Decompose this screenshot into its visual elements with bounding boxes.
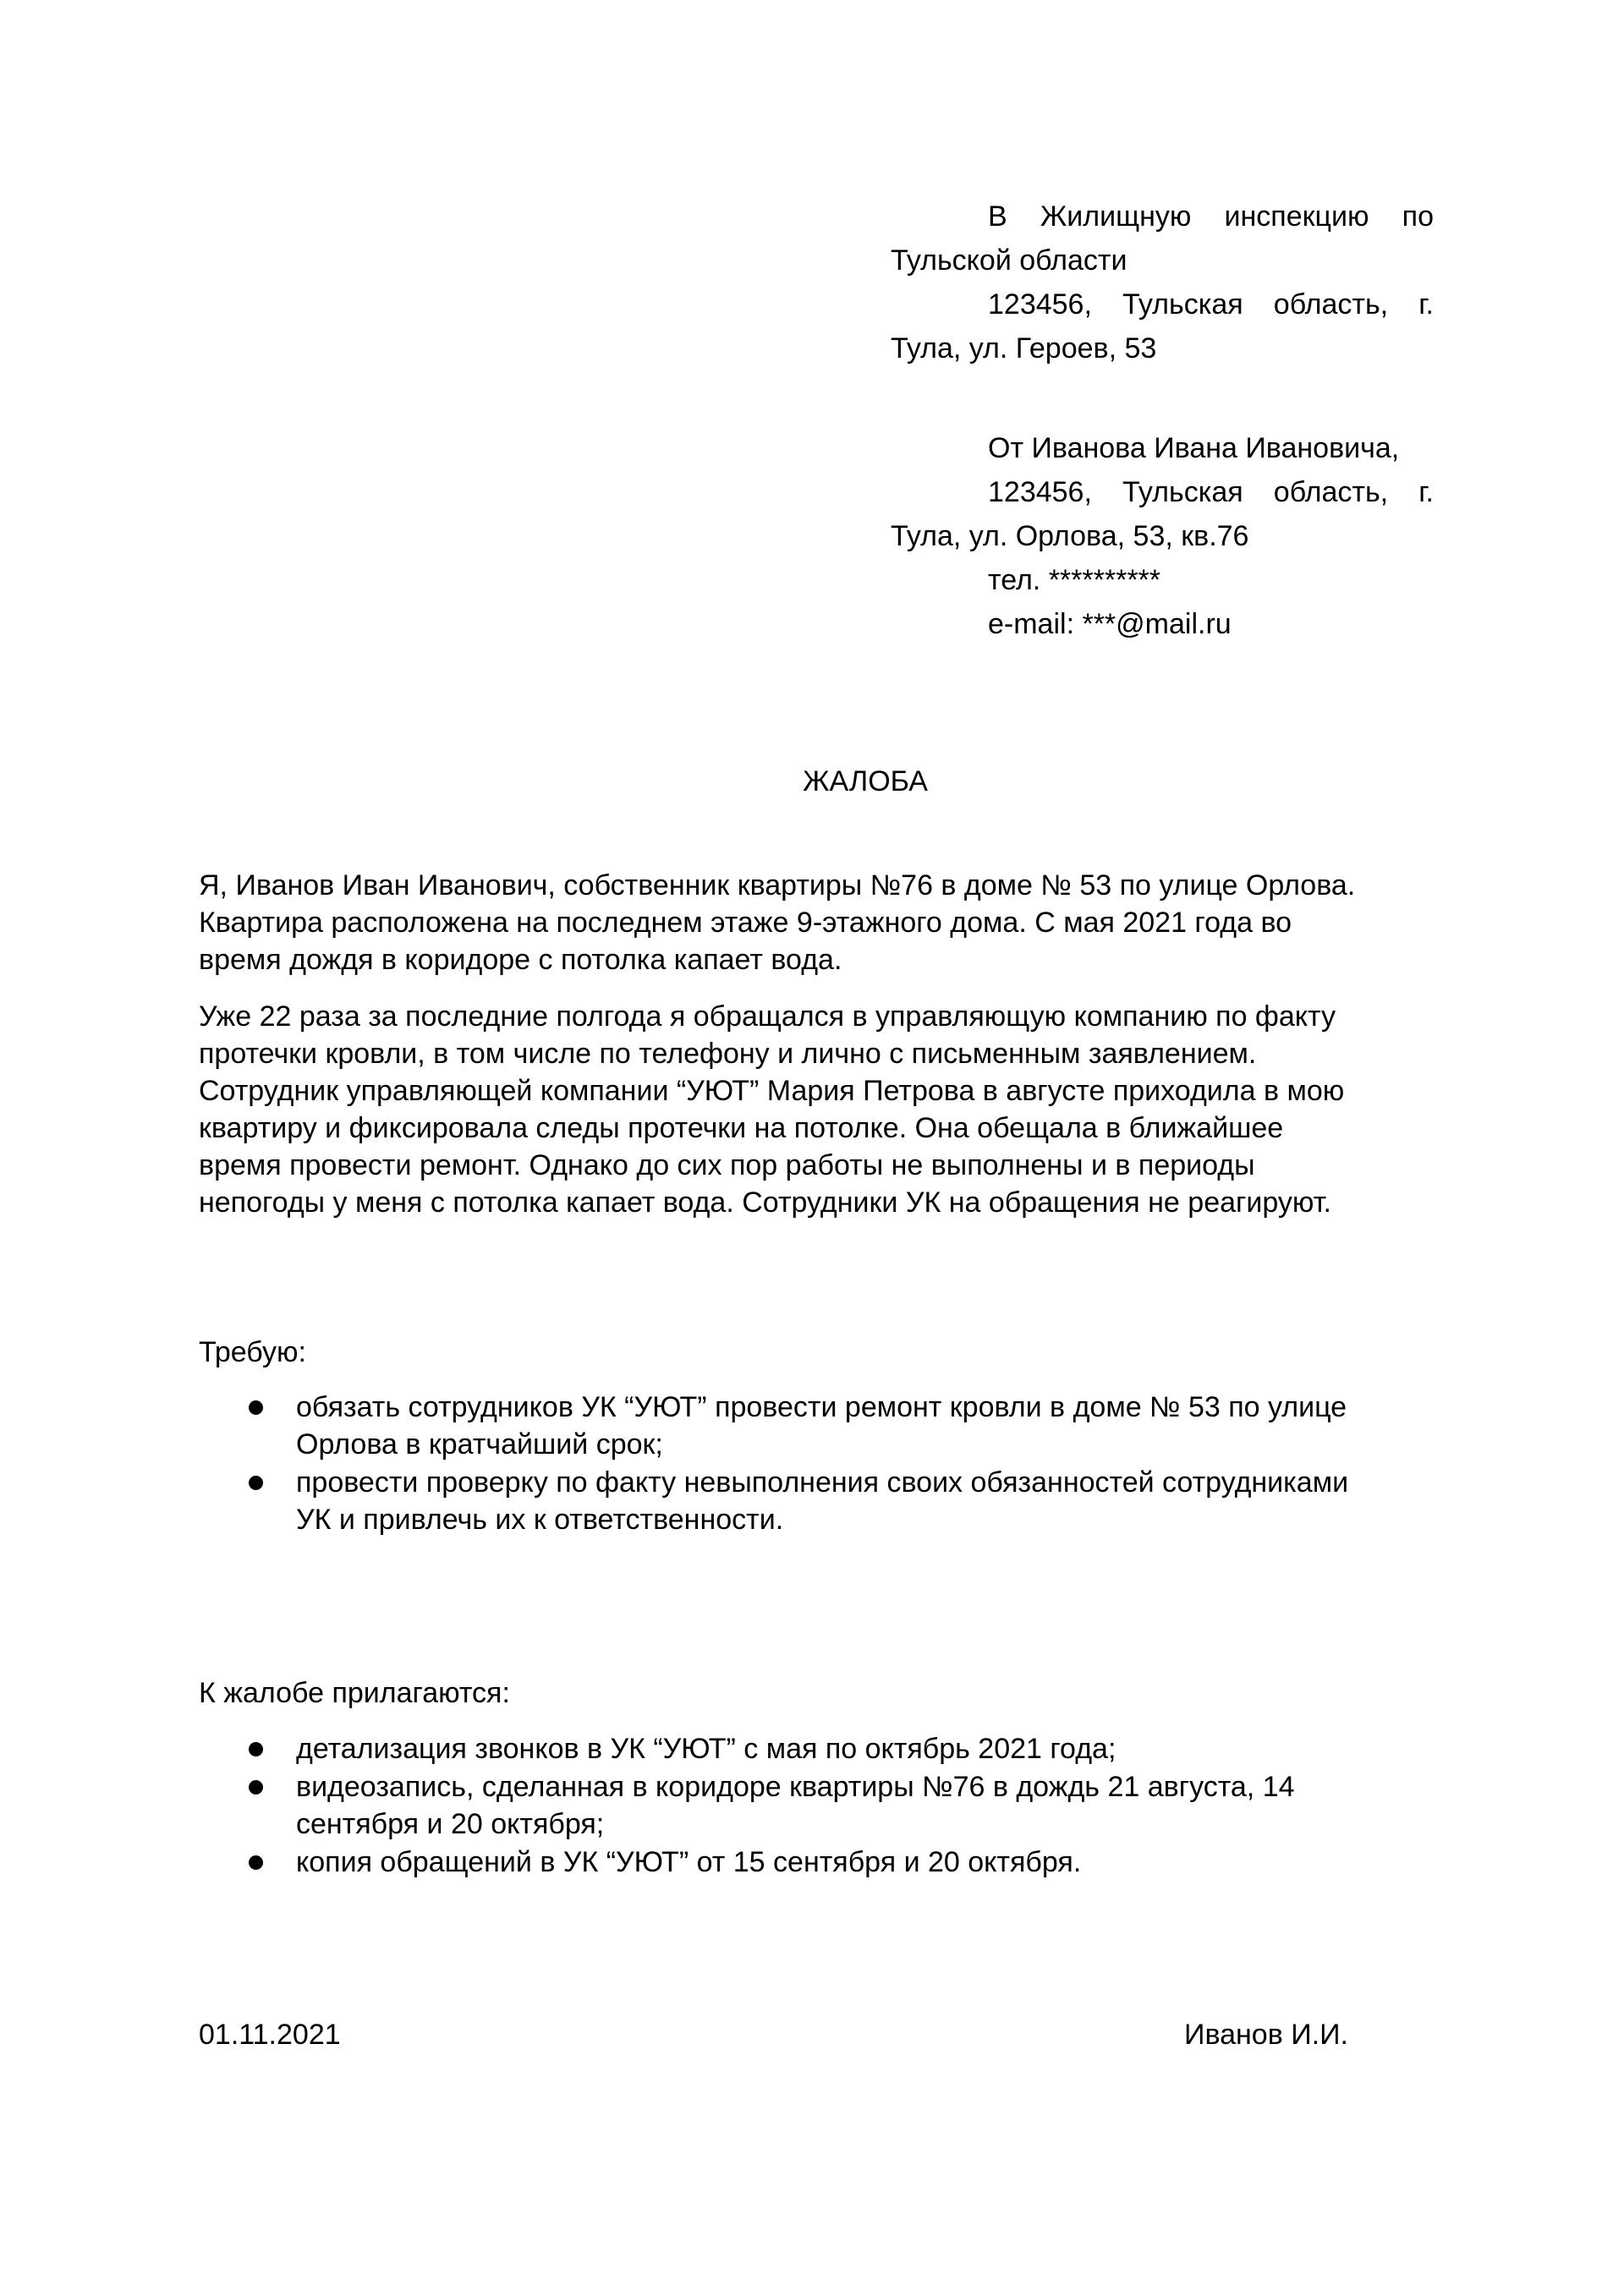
- paragraph-2-line: время провести ремонт. Однако до сих пор работы не выполнены и в периоды: [199, 1149, 1255, 1181]
- bullet-icon: [249, 1855, 263, 1870]
- sender-name: От Иванова Ивана Ивановича,: [988, 432, 1400, 464]
- attachment-item-line: видеозапись, сделанная в коридоре квартиры №76 в дождь 21 августа, 14: [296, 1771, 1295, 1803]
- address-word: область,: [1273, 476, 1389, 508]
- bullet-icon: [249, 1476, 263, 1490]
- address-word: 123456,: [988, 288, 1092, 321]
- paragraph-1-line: Я, Иванов Иван Иванович, собственник квартиры №76 в доме № 53 по улице Орлова.: [199, 869, 1356, 901]
- addressee-address-line-2: Тула, ул. Героев, 53: [891, 332, 1157, 364]
- addressee-word: инспекцию: [1224, 200, 1369, 233]
- demand-item-line: провести проверку по факту невыполнения своих обязанностей сотрудниками: [296, 1466, 1349, 1499]
- address-word: область,: [1273, 288, 1389, 321]
- addressee-word: Жилищную: [1040, 200, 1192, 233]
- document-title: ЖАЛОБА: [803, 765, 928, 797]
- bullet-icon: [249, 1780, 263, 1795]
- addressee-word: В: [988, 200, 1007, 233]
- bullet-icon: [249, 1742, 263, 1756]
- paragraph-1-line: Квартира расположена на последнем этаже 9-этажного дома. С мая 2021 года во: [199, 907, 1292, 939]
- address-word: г.: [1418, 476, 1434, 508]
- signature-name: Иванов И.И.: [1184, 2019, 1348, 2051]
- addressee-word: по: [1402, 200, 1434, 233]
- paragraph-1-line: время дождя в коридоре с потолка капает вода.: [199, 944, 842, 976]
- demands-heading: Требую:: [199, 1336, 306, 1368]
- demand-item-line: УК и привлечь их к ответственности.: [296, 1504, 784, 1536]
- address-word: г.: [1418, 288, 1434, 321]
- document-date: 01.11.2021: [199, 2019, 341, 2051]
- demand-item-line: Орлова в кратчайший срок;: [296, 1428, 663, 1460]
- address-word: Тульская: [1122, 288, 1243, 321]
- address-word: 123456,: [988, 476, 1092, 508]
- addressee-line-2: Тульской области: [891, 244, 1127, 277]
- attachment-item-line: сентября и 20 октября;: [296, 1808, 605, 1840]
- addressee-address-line-1: [988, 282, 1434, 326]
- paragraph-2-line: квартиру и фиксировала следы протечки на потолке. Она обещала в ближайшее: [199, 1112, 1284, 1144]
- address-word: Тульская: [1122, 476, 1243, 508]
- attachment-item-line: копия обращений в УК “УЮТ” от 15 сентября и 20 октября.: [296, 1846, 1082, 1878]
- sender-phone: тел. **********: [988, 564, 1161, 596]
- paragraph-2-line: протечки кровли, в том числе по телефону и лично с письменным заявлением.: [199, 1038, 1257, 1070]
- sender-email: e-mail: ***@mail.ru: [988, 608, 1232, 640]
- sender-address-line-1: [988, 470, 1434, 514]
- attachments-heading: К жалобе прилагаются:: [199, 1677, 510, 1709]
- addressee-line-1: [988, 195, 1434, 238]
- demand-item-line: обязать сотрудников УК “УЮТ” провести ремонт кровли в доме № 53 по улице: [296, 1391, 1347, 1423]
- sender-address-line-2: Тула, ул. Орлова, 53, кв.76: [891, 520, 1249, 552]
- paragraph-2-line: Сотрудник управляющей компании “УЮТ” Мария Петрова в августе приходила в мою: [199, 1075, 1345, 1107]
- paragraph-2-line: непогоды у меня с потолка капает вода. Сотрудники УК на обращения не реагируют.: [199, 1186, 1331, 1219]
- paragraph-2-line: Уже 22 раза за последние полгода я обращался в управляющую компанию по факту: [199, 1000, 1336, 1033]
- bullet-icon: [249, 1400, 263, 1415]
- attachment-item-line: детализация звонков в УК “УЮТ” с мая по октябрь 2021 года;: [296, 1733, 1116, 1765]
